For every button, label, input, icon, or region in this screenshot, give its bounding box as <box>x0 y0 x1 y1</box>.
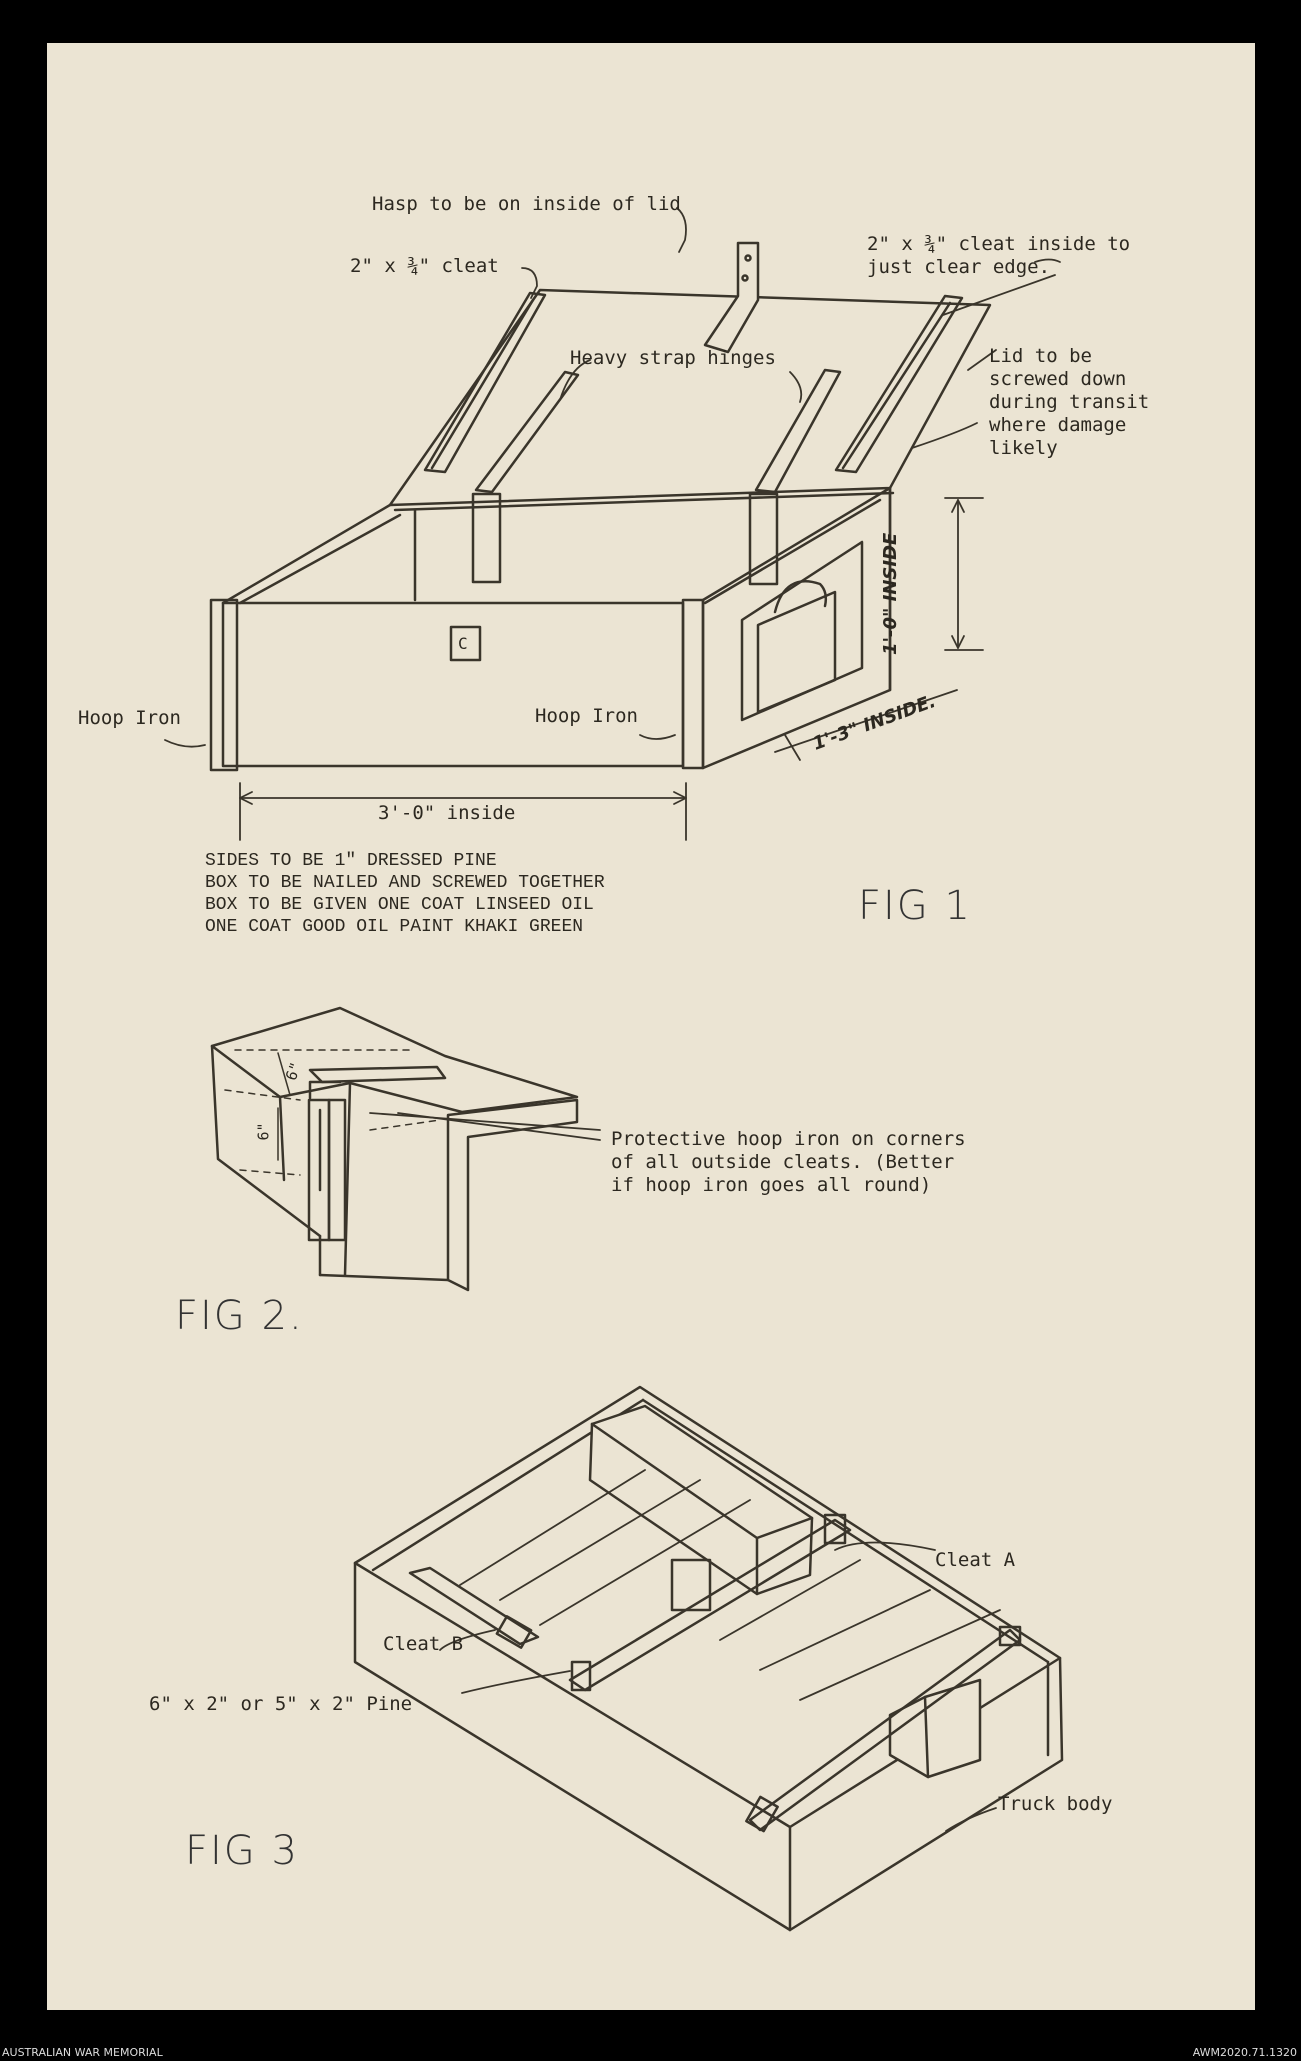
fig1-spec-1: SIDES TO BE 1" DRESSED PINE <box>205 851 497 871</box>
fig3-pine-label: 6" x 2" or 5" x 2" Pine <box>149 1693 413 1715</box>
fig2-top <box>212 1008 577 1112</box>
fig1-hinge-right <box>756 370 840 492</box>
footer-accession: AWM2020.71.1320 <box>1192 2046 1297 2059</box>
fig1-height-dimension: 1'-0" INSIDE <box>880 532 901 655</box>
fig3-title: FIG 3 <box>185 1828 299 1874</box>
footer-credit: AUSTRALIAN WAR MEMORIAL <box>2 2046 163 2059</box>
fig3-small-crate <box>890 1680 980 1777</box>
fig1-hoop-left-label: Hoop Iron <box>78 707 181 729</box>
fig1-cleat-left-label: 2" x ¾" cleat <box>350 255 499 277</box>
fig1-hoop-mid-label: Hoop Iron <box>535 705 638 727</box>
fig1-lid-note: Lid to be screwed down during transit where damage likely <box>989 345 1150 459</box>
fig1-leaders <box>165 208 1060 747</box>
fig3-truck-label: Truck body <box>998 1793 1113 1815</box>
fig1-end-plate <box>758 592 835 712</box>
fig1-spec-3: BOX TO BE GIVEN ONE COAT LINSEED OIL <box>205 895 594 915</box>
fig3-truck <box>355 1387 1062 1930</box>
fig1-spec-4: ONE COAT GOOD OIL PAINT KHAKI GREEN <box>205 917 584 937</box>
fig1-lid-cleat-right <box>836 296 962 472</box>
fig1-hasp-label: Hasp to be on inside of lid <box>372 193 681 215</box>
fig3-cleat-b-label: Cleat B <box>383 1633 464 1655</box>
fig2-corner <box>212 1008 600 1290</box>
fig1-dimensions <box>240 498 983 840</box>
fig3-front-crate <box>672 1560 710 1610</box>
fig1-width-dimension: 3'-0" inside <box>378 802 516 824</box>
fig1-cleat-right-label: 2" x ¾" cleat inside to just clear edge. <box>867 233 1131 278</box>
fig2-dim-a: 6" <box>282 1059 306 1083</box>
fig1-spec-2: BOX TO BE NAILED AND SCREWED TOGETHER <box>205 873 605 893</box>
fig1-title: FIG 1 <box>858 883 972 929</box>
fig2-title: FIG 2. <box>175 1293 304 1339</box>
fig1-box-letter: C <box>458 634 468 653</box>
fig1-hoop-mid <box>683 600 703 768</box>
fig2-note: Protective hoop iron on corners of all outside cleats. (Better if hoop iron goes all round) <box>611 1128 966 1196</box>
fig2-top-cleat <box>310 1067 445 1082</box>
fig3-cleat-a-label: Cleat A <box>935 1549 1016 1571</box>
fig1-hinges-label: Heavy strap hinges <box>570 347 776 369</box>
fig1-depth-dimension: 1'-3" INSIDE. <box>810 690 939 755</box>
fig2-dim-b: 6" <box>254 1122 273 1141</box>
fig1-box <box>211 243 990 770</box>
